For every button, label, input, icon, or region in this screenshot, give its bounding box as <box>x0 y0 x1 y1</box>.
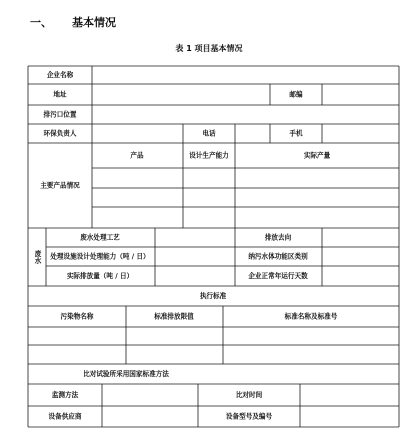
label-discharge-limit: 标准排放限值 <box>154 312 194 321</box>
label-phone: 电话 <box>202 129 216 138</box>
label-env-manager: 环保负责人 <box>43 129 77 138</box>
label-facility-design-capacity: 处理设施设计处理能力（吨 / 日） <box>50 252 150 261</box>
label-mobile: 手机 <box>289 129 303 138</box>
label-outfall-location: 排污口位置 <box>43 110 77 119</box>
label-comparison-method: 比对试验所采用国家标准方法 <box>83 370 169 378</box>
label-standard-name-number: 标准名称及标准号 <box>284 312 338 321</box>
label-comparison-time: 比对时间 <box>235 391 263 399</box>
label-product: 产品 <box>130 151 144 160</box>
section-number: 一、 <box>30 16 52 29</box>
table-caption: 表 1 项目基本情况 <box>175 44 243 53</box>
label-discharge-destination: 排放去向 <box>264 233 292 242</box>
section-title: 基本情况 <box>72 16 116 29</box>
label-wastewater: 废水 <box>33 250 41 264</box>
label-company-name: 企业名称 <box>46 71 74 79</box>
label-equipment-model: 设备型号及编号 <box>225 412 273 421</box>
label-receiving-water-class: 纳污水体功能区类别 <box>248 252 308 261</box>
label-annual-operation-days: 企业正常年运行天数 <box>248 272 308 280</box>
label-design-capacity: 设计生产能力 <box>189 151 229 160</box>
label-standards: 执行标准 <box>199 292 227 300</box>
label-main-products: 主要产品情况 <box>40 181 80 190</box>
label-actual-discharge: 实际排放量（吨 / 日） <box>66 272 134 280</box>
label-equipment-supplier: 设备供应商 <box>48 412 82 421</box>
label-actual-output: 实际产量 <box>303 151 331 160</box>
label-postcode: 邮编 <box>289 90 303 99</box>
label-monitoring-method: 监测方法 <box>51 391 79 399</box>
label-treatment-process: 废水处理工艺 <box>80 233 120 242</box>
label-address: 地址 <box>53 90 67 99</box>
label-pollutant-name: 污染物名称 <box>60 312 94 321</box>
